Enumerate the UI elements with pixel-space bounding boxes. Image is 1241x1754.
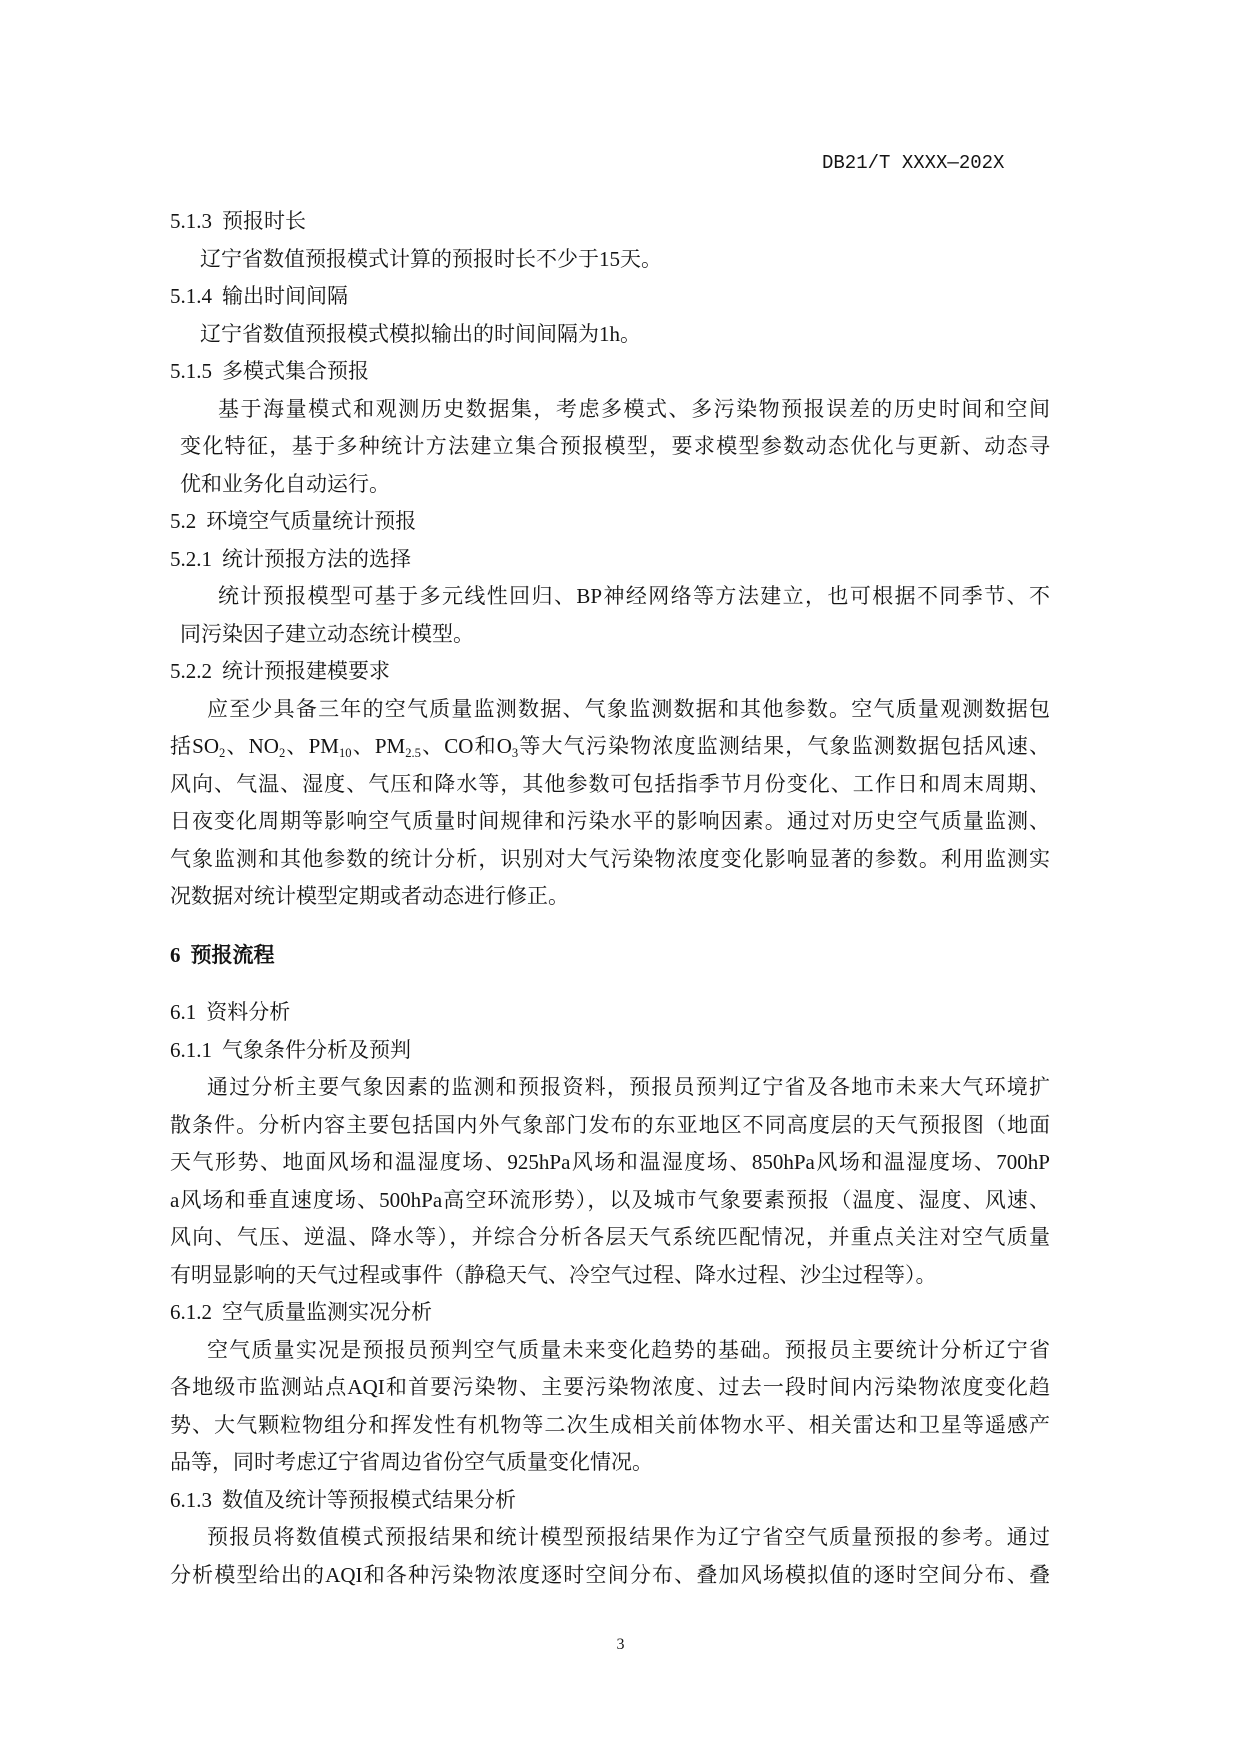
section-5-1-4-paragraph — [170, 316, 1050, 354]
document-code-header: DB21/T XXXX—202X — [822, 152, 1005, 174]
section-6-1-3-paragraph — [170, 1519, 1050, 1594]
subscript: 3 — [511, 746, 519, 761]
paragraph-line: 天气形势、地面风场和温湿度场、925hPa风场和温湿度场、850hPa风场和温湿度场、700hP — [170, 1150, 1050, 1175]
paragraph-line: 预报员将数值模式预报结果和统计模型预报结果作为辽宁省空气质量预报的参考。通过 — [207, 1525, 1050, 1550]
text-run: 等大气污染物浓度监测结果，气象监测数据包括风速、 — [518, 734, 1050, 759]
paragraph-line: 辽宁省数值预报模式模拟输出的时间间隔为1h。 — [200, 321, 641, 346]
paragraph-line: 分析模型给出的AQI和各种污染物浓度逐时空间分布、叠加风场模拟值的逐时空间分布、叠 — [170, 1562, 1050, 1587]
section-title: 气象条件分析及预判 — [222, 1037, 411, 1062]
paragraph-line: 通过分析主要气象因素的监测和预报资料，预报员预判辽宁省及各地市未来大气环境扩 — [207, 1075, 1050, 1100]
section-title: 预报时长 — [222, 209, 306, 234]
section-6-1-2-paragraph — [170, 1332, 1050, 1482]
text-run: 括SO — [170, 734, 220, 759]
section-number: 5.1.4 — [170, 284, 212, 309]
section-5-1-5-paragraph — [180, 391, 1050, 504]
paragraph-line: a风场和垂直速度场、500hPa高空环流形势），以及城市气象要素预报（温度、湿度、风速、 — [170, 1187, 1050, 1212]
paragraph-line: 况数据对统计模型定期或者动态进行修正。 — [170, 884, 569, 909]
section-title: 数值及统计等预报模式结果分析 — [222, 1487, 516, 1512]
section-title: 空气质量监测实况分析 — [222, 1300, 432, 1325]
section-number: 5.1.3 — [170, 209, 212, 234]
paragraph-line: 气象监测和其他参数的统计分析，识别对大气污染物浓度变化影响显著的参数。利用监测实 — [170, 846, 1050, 871]
section-5-2-2-paragraph — [170, 691, 1050, 916]
section-6-1-heading — [170, 994, 1050, 1032]
subscript: 2 — [278, 746, 286, 761]
subscript: 10 — [338, 746, 352, 761]
section-title: 多模式集合预报 — [222, 359, 369, 384]
paragraph-line: 辽宁省数值预报模式计算的预报时长不少于15天。 — [200, 246, 662, 271]
chapter-title: 预报流程 — [190, 943, 275, 968]
paragraph-line: 有明显影响的天气过程或事件（静稳天气、冷空气过程、降水过程、沙尘过程等）。 — [170, 1262, 937, 1287]
paragraph-line: 统计预报模型可基于多元线性回归、BP神经网络等方法建立，也可根据不同季节、不 — [218, 584, 1050, 609]
section-number: 5.2 — [170, 509, 197, 534]
section-5-1-5-heading — [170, 353, 1050, 391]
chapter-6-heading — [170, 937, 1050, 975]
section-number: 5.1.5 — [170, 359, 212, 384]
section-5-2-1-heading — [170, 541, 1050, 579]
paragraph-line: 基于海量模式和观测历史数据集，考虑多模式、多污染物预报误差的历史时间和空间 — [218, 396, 1050, 421]
paragraph-line: 空气质量实况是预报员预判空气质量未来变化趋势的基础。预报员主要统计分析辽宁省 — [207, 1337, 1050, 1362]
text-run: 、NO — [225, 734, 279, 759]
section-6-1-1-heading — [170, 1032, 1050, 1070]
chapter-number: 6 — [170, 943, 181, 968]
subscript: 2.5 — [405, 746, 421, 761]
section-5-1-3-heading — [170, 203, 1050, 241]
paragraph-line: 势、大气颗粒物组分和挥发性有机物等二次生成相关前体物水平、相关雷达和卫星等遥感产 — [170, 1412, 1050, 1437]
section-number: 6.1.3 — [170, 1487, 212, 1512]
section-title: 统计预报方法的选择 — [222, 546, 411, 571]
paragraph-line: 各地级市监测站点AQI和首要污染物、主要污染物浓度、过去一段时间内污染物浓度变化趋 — [170, 1375, 1050, 1400]
section-number: 6.1.1 — [170, 1037, 212, 1062]
subscript: 2 — [219, 746, 226, 761]
paragraph-line: 优和业务化自动运行。 — [180, 471, 390, 496]
section-5-2-1-paragraph — [180, 578, 1050, 653]
section-5-1-3-paragraph — [170, 241, 1050, 279]
section-5-2-heading — [170, 503, 1050, 541]
section-6-1-3-heading — [170, 1482, 1050, 1520]
text-run: 、PM — [285, 734, 339, 759]
section-title: 资料分析 — [206, 1000, 291, 1025]
section-5-1-4-heading — [170, 278, 1050, 316]
section-5-2-2-heading — [170, 653, 1050, 691]
section-6-1-1-paragraph — [170, 1069, 1050, 1294]
page-content — [170, 203, 1050, 1594]
section-number: 6.1.2 — [170, 1300, 212, 1325]
paragraph-line: 同污染因子建立动态统计模型。 — [180, 621, 474, 646]
section-title: 环境空气质量统计预报 — [206, 509, 417, 534]
paragraph-line: 日夜变化周期等影响空气质量时间规律和污染水平的影响因素。通过对历史空气质量监测、 — [170, 809, 1050, 834]
paragraph-line: 品等，同时考虑辽宁省周边省份空气质量变化情况。 — [170, 1450, 653, 1475]
section-title: 输出时间间隔 — [222, 284, 348, 309]
section-6-1-2-heading — [170, 1294, 1050, 1332]
paragraph-line: 风向、气压、逆温、降水等），并综合分析各层天气系统匹配情况，并重点关注对空气质量 — [170, 1225, 1050, 1250]
page-number: 3 — [616, 1636, 625, 1653]
text-run: 、PM — [351, 734, 406, 759]
section-number: 5.2.1 — [170, 546, 212, 571]
paragraph-line-with-formulas — [170, 728, 1050, 766]
section-number: 6.1 — [170, 1000, 197, 1025]
paragraph-line: 风向、气温、湿度、气压和降水等，其他参数可包括指季节月份变化、工作日和周末周期、 — [170, 771, 1050, 796]
paragraph-line: 散条件。分析内容主要包括国内外气象部门发布的东亚地区不同高度层的天气预报图（地面 — [170, 1112, 1050, 1137]
paragraph-line: 变化特征，基于多种统计方法建立集合预报模型，要求模型参数动态优化与更新、动态寻 — [180, 434, 1050, 459]
paragraph-line: 应至少具备三年的空气质量监测数据、气象监测数据和其他参数。空气质量观测数据包 — [207, 696, 1050, 721]
text-run: 、CO和O — [420, 734, 512, 759]
section-number: 5.2.2 — [170, 659, 212, 684]
section-title: 统计预报建模要求 — [222, 659, 390, 684]
